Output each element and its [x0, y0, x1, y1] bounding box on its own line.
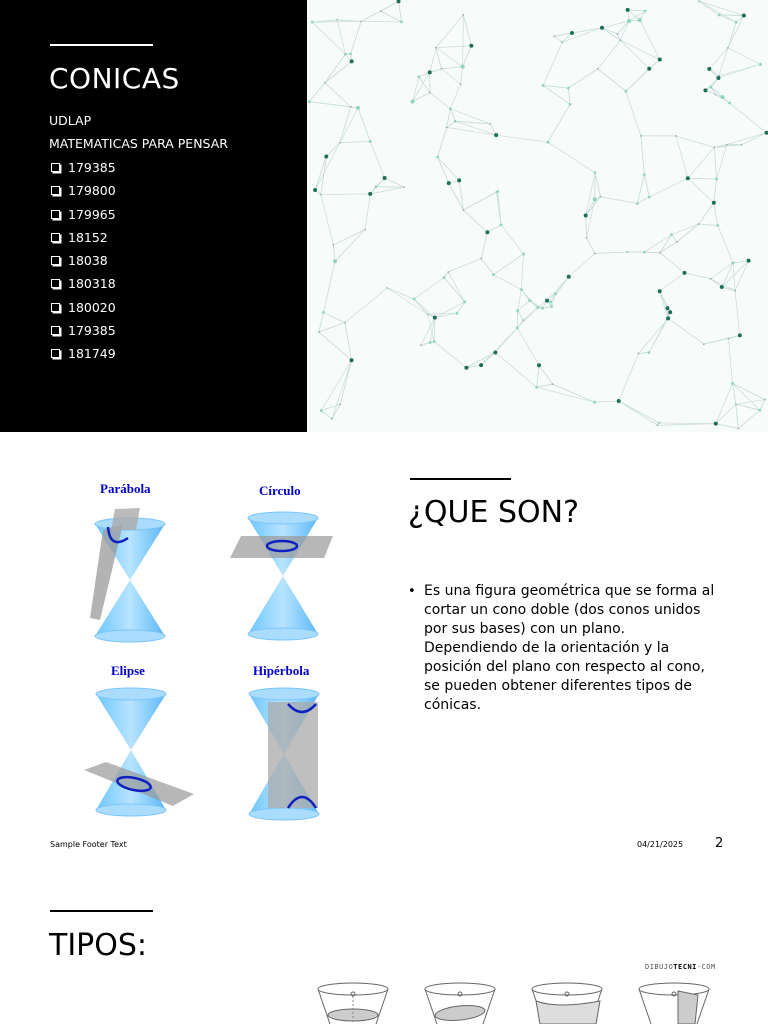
student-id-item: [49, 346, 116, 369]
student-id-item: [49, 207, 116, 230]
course-label: MATEMATICAS PARA PENSAR: [49, 136, 228, 151]
student-id-item: [49, 183, 116, 206]
slide-title: CONICAS: [49, 62, 180, 95]
title-rule: [410, 478, 511, 480]
student-id-text: 179800: [68, 183, 116, 199]
cone-drawing: [639, 983, 709, 1024]
types-slide: [0, 864, 768, 1024]
checkbox-bullet-icon: [51, 256, 60, 265]
checkbox-bullet-icon: [51, 279, 60, 288]
checkbox-bullet-icon: [51, 163, 60, 172]
student-id-item: [49, 253, 116, 276]
slide-title: ¿QUE SON?: [408, 495, 580, 530]
network-background-image: [307, 0, 768, 432]
footer-text: Sample Footer Text: [50, 840, 127, 849]
title-slide: [0, 0, 768, 432]
title-rule: [50, 44, 153, 46]
page-number: 2: [715, 836, 724, 851]
student-id-item: [49, 323, 116, 346]
circle-diagram: [230, 483, 333, 640]
student-id-item: [49, 300, 116, 323]
university-label: UDLAP: [49, 113, 92, 128]
ellipse-label: Elipse: [111, 663, 145, 678]
hyperbola-diagram: [249, 663, 319, 820]
ellipse-diagram: [84, 663, 194, 816]
checkbox-bullet-icon: [51, 186, 60, 195]
circle-label: Círculo: [259, 483, 301, 498]
checkbox-bullet-icon: [51, 303, 60, 312]
cone-drawing: [532, 983, 602, 1024]
student-id-text: 180318: [68, 276, 116, 292]
student-id-item: [49, 160, 116, 183]
conic-sections-figure: [78, 472, 338, 832]
hyperbola-label: Hipérbola: [253, 663, 310, 678]
student-id-text: 179385: [68, 323, 116, 339]
student-id-item: [49, 276, 116, 299]
checkbox-bullet-icon: [51, 233, 60, 242]
definition-slide: [0, 432, 768, 864]
student-id-text: 18038: [68, 253, 108, 269]
cone-drawing: [425, 983, 495, 1024]
checkbox-bullet-icon: [51, 349, 60, 358]
student-id-list: [49, 160, 116, 370]
cone-sections-row: [300, 979, 768, 1024]
footer-date: 04/21/2025: [637, 840, 684, 849]
network-pattern: [307, 0, 768, 432]
student-id-text: 179965: [68, 206, 116, 222]
slide-title: TIPOS:: [49, 928, 148, 963]
title-panel: [0, 0, 307, 432]
parabola-diagram: [90, 481, 165, 642]
title-rule: [50, 910, 153, 912]
image-credit: DIBUJOTECNI·COM: [645, 963, 716, 971]
checkbox-bullet-icon: [51, 326, 60, 335]
student-id-text: 18152: [68, 229, 108, 245]
cone-drawing: [318, 983, 388, 1024]
bullet-item: • Es una figura geométrica que se forma al cortar un cono doble (dos conos unidos por sus bases) con un plano. Dependiendo de la orientación y la posición del plano con respecto al cono, se pueden obtener diferentes tipos de cónicas.: [408, 582, 718, 715]
checkbox-bullet-icon: [51, 210, 60, 219]
student-id-item: [49, 230, 116, 253]
student-id-text: 180020: [68, 299, 116, 315]
student-id-text: 181749: [68, 346, 116, 362]
definition-bullets: [408, 582, 718, 715]
student-id-text: 179385: [68, 160, 116, 175]
parabola-label: Parábola: [100, 481, 151, 496]
